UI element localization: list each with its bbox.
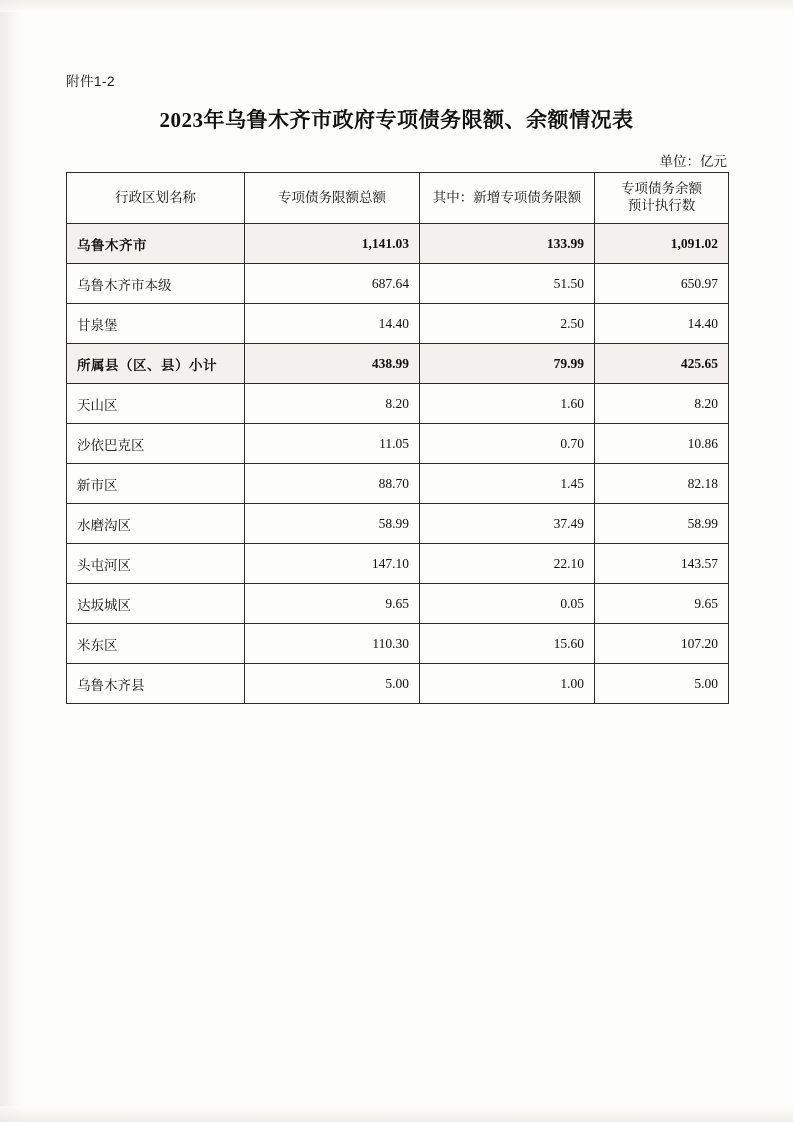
column-header-region: 行政区划名称 <box>67 173 245 224</box>
scan-edge-bottom <box>0 1106 793 1122</box>
table-row <box>67 464 729 504</box>
cell-balance: 82.18 <box>595 464 729 504</box>
cell-region-name: 乌鲁木齐县 <box>67 664 245 704</box>
table-row <box>67 344 729 384</box>
column-header-balance-line1: 专项债务余额 <box>621 181 702 197</box>
cell-balance: 58.99 <box>595 504 729 544</box>
cell-balance: 10.86 <box>595 424 729 464</box>
debt-limit-table <box>66 172 729 704</box>
column-header-new-limit: 其中：新增专项债务限额 <box>420 173 595 224</box>
cell-new-limit: 37.49 <box>420 504 595 544</box>
cell-total-limit: 5.00 <box>245 664 420 704</box>
cell-balance: 9.65 <box>595 584 729 624</box>
page-title: 2023年乌鲁木齐市政府专项债务限额、余额情况表 <box>159 108 634 132</box>
cell-region-name: 头屯河区 <box>67 544 245 584</box>
cell-new-limit: 2.50 <box>420 304 595 344</box>
cell-balance: 1,091.02 <box>595 224 729 264</box>
table-row <box>67 504 729 544</box>
cell-balance: 8.20 <box>595 384 729 424</box>
cell-new-limit: 0.05 <box>420 584 595 624</box>
cell-balance: 107.20 <box>595 624 729 664</box>
table-row <box>67 664 729 704</box>
cell-new-limit: 79.99 <box>420 344 595 384</box>
table-row <box>67 424 729 464</box>
column-header-total-limit: 专项债务限额总额 <box>245 173 420 224</box>
cell-balance: 14.40 <box>595 304 729 344</box>
cell-region-name: 米东区 <box>67 624 245 664</box>
table-body <box>67 224 729 704</box>
attachment-label: 附件1-2 <box>66 74 116 89</box>
cell-total-limit: 88.70 <box>245 464 420 504</box>
cell-region-name: 新市区 <box>67 464 245 504</box>
table-header-row <box>67 173 729 224</box>
cell-total-limit: 1,141.03 <box>245 224 420 264</box>
column-header-balance-line2: 预计执行数 <box>627 198 696 213</box>
cell-new-limit: 1.00 <box>420 664 595 704</box>
cell-total-limit: 110.30 <box>245 624 420 664</box>
cell-new-limit: 0.70 <box>420 424 595 464</box>
cell-total-limit: 14.40 <box>245 304 420 344</box>
cell-new-limit: 1.60 <box>420 384 595 424</box>
cell-total-limit: 9.65 <box>245 584 420 624</box>
cell-region-name: 沙依巴克区 <box>67 424 245 464</box>
cell-region-name: 天山区 <box>67 384 245 424</box>
table-header <box>67 173 729 224</box>
table-row <box>67 384 729 424</box>
cell-balance: 650.97 <box>595 264 729 304</box>
table-row <box>67 224 729 264</box>
cell-region-name: 水磨沟区 <box>67 504 245 544</box>
cell-total-limit: 147.10 <box>245 544 420 584</box>
scan-edge-left <box>0 0 22 1122</box>
cell-region-name: 所属县（区、县）小计 <box>67 344 245 384</box>
cell-region-name: 甘泉堡 <box>67 304 245 344</box>
cell-new-limit: 51.50 <box>420 264 595 304</box>
cell-balance: 143.57 <box>595 544 729 584</box>
table-row <box>67 624 729 664</box>
cell-total-limit: 11.05 <box>245 424 420 464</box>
cell-total-limit: 8.20 <box>245 384 420 424</box>
column-header-balance <box>595 173 729 224</box>
cell-new-limit: 22.10 <box>420 544 595 584</box>
cell-new-limit: 15.60 <box>420 624 595 664</box>
cell-new-limit: 1.45 <box>420 464 595 504</box>
cell-balance: 5.00 <box>595 664 729 704</box>
cell-total-limit: 58.99 <box>245 504 420 544</box>
table-row <box>67 304 729 344</box>
cell-total-limit: 687.64 <box>245 264 420 304</box>
cell-region-name: 达坂城区 <box>67 584 245 624</box>
cell-balance: 425.65 <box>595 344 729 384</box>
cell-region-name: 乌鲁木齐市本级 <box>67 264 245 304</box>
table-row <box>67 544 729 584</box>
table-row <box>67 264 729 304</box>
unit-note: 单位：亿元 <box>659 154 727 169</box>
cell-total-limit: 438.99 <box>245 344 420 384</box>
cell-region-name: 乌鲁木齐市 <box>67 224 245 264</box>
table-row <box>67 584 729 624</box>
cell-new-limit: 133.99 <box>420 224 595 264</box>
scan-edge-top <box>0 0 793 12</box>
